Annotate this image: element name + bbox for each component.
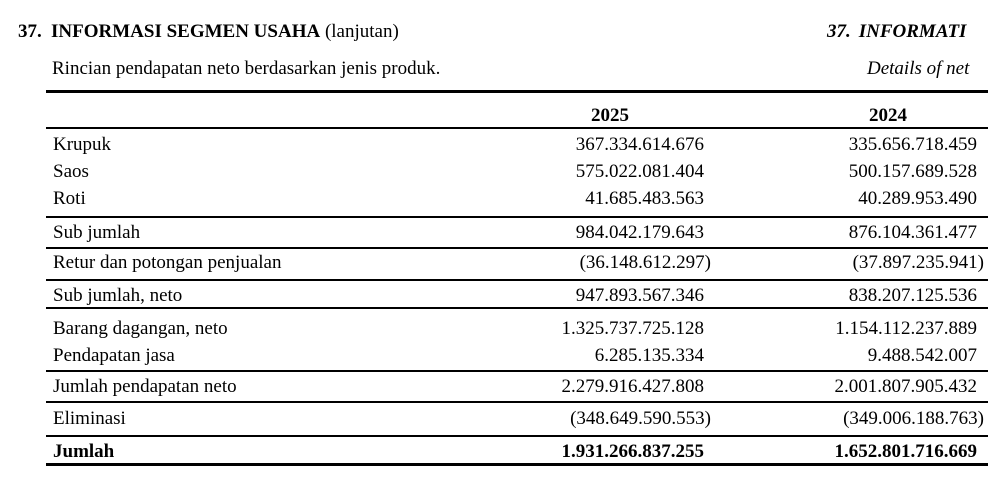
table-row-label: Retur dan potongan penjualan [53,252,282,273]
table-cell-2025: 575.022.081.404 [575,161,704,182]
table-top-rule [46,90,988,93]
table-cell-2024: 876.104.361.477 [848,222,977,243]
table-divider [46,247,988,249]
section-title-suffix: (lanjutan) [324,21,399,42]
table-row-label: Saos [53,161,89,182]
table-bottom-rule [46,463,988,466]
section-subtitle: Rincian pendapatan neto berdasarkan jenis produk. [52,58,441,79]
header-bottom-rule [46,127,988,129]
table-cell-2025: 984.042.179.643 [575,222,704,243]
table-cell-2025: (36.148.612.297) [579,252,711,273]
section-number: 37. [18,21,42,42]
table-row-label: Eliminasi [53,408,126,429]
table-cell-2025: 6.285.135.334 [594,345,704,366]
table-total-2024: 1.652.801.716.669 [834,441,977,462]
column-header-2024: 2024 [869,105,907,126]
table-total-label: Jumlah [53,441,115,462]
table-cell-2025: 41.685.483.563 [585,188,704,209]
table-divider [46,401,988,403]
table-cell-2024: (349.006.188.763) [843,408,984,429]
table-row-label: Barang dagangan, neto [53,318,228,339]
table-cell-2025: 1.325.737.725.128 [561,318,704,339]
table-total-2025: 1.931.266.837.255 [561,441,704,462]
table-cell-2024: 1.154.112.237.889 [835,318,977,339]
table-cell-2025: 947.893.567.346 [575,285,704,306]
table-divider [46,370,988,372]
section-title [51,19,399,45]
table-cell-2024: 40.289.953.490 [858,188,977,209]
table-divider [46,307,988,309]
section-title-main: INFORMASI SEGMEN USAHA [51,21,321,42]
table-divider [46,435,988,437]
section-subtitle-en: Details of net [867,58,970,79]
table-row-label: Sub jumlah [53,222,141,243]
table-cell-2024: (37.897.235.941) [852,252,984,273]
table-row-label: Krupuk [53,134,112,155]
table-row-label: Jumlah pendapatan neto [53,376,237,397]
table-cell-2024: 500.157.689.528 [848,161,977,182]
table-row-label: Pendapatan jasa [53,345,175,366]
table-divider [46,216,988,218]
section-title-en [827,19,966,45]
table-cell-2025: (348.649.590.553) [570,408,711,429]
table-divider [46,279,988,281]
table-cell-2024: 335.656.718.459 [848,134,977,155]
section-title-en-text: INFORMATI [858,21,967,42]
table-cell-2024: 2.001.807.905.432 [834,376,977,397]
table-cell-2025: 367.334.614.676 [575,134,704,155]
table-row-label: Roti [53,188,86,209]
table-cell-2024: 9.488.542.007 [867,345,977,366]
column-header-2025: 2025 [591,105,629,126]
table-row-label: Sub jumlah, neto [53,285,183,306]
table-cell-2024: 838.207.125.536 [848,285,977,306]
section-title-en-number: 37. [827,21,851,42]
table-cell-2025: 2.279.916.427.808 [561,376,704,397]
